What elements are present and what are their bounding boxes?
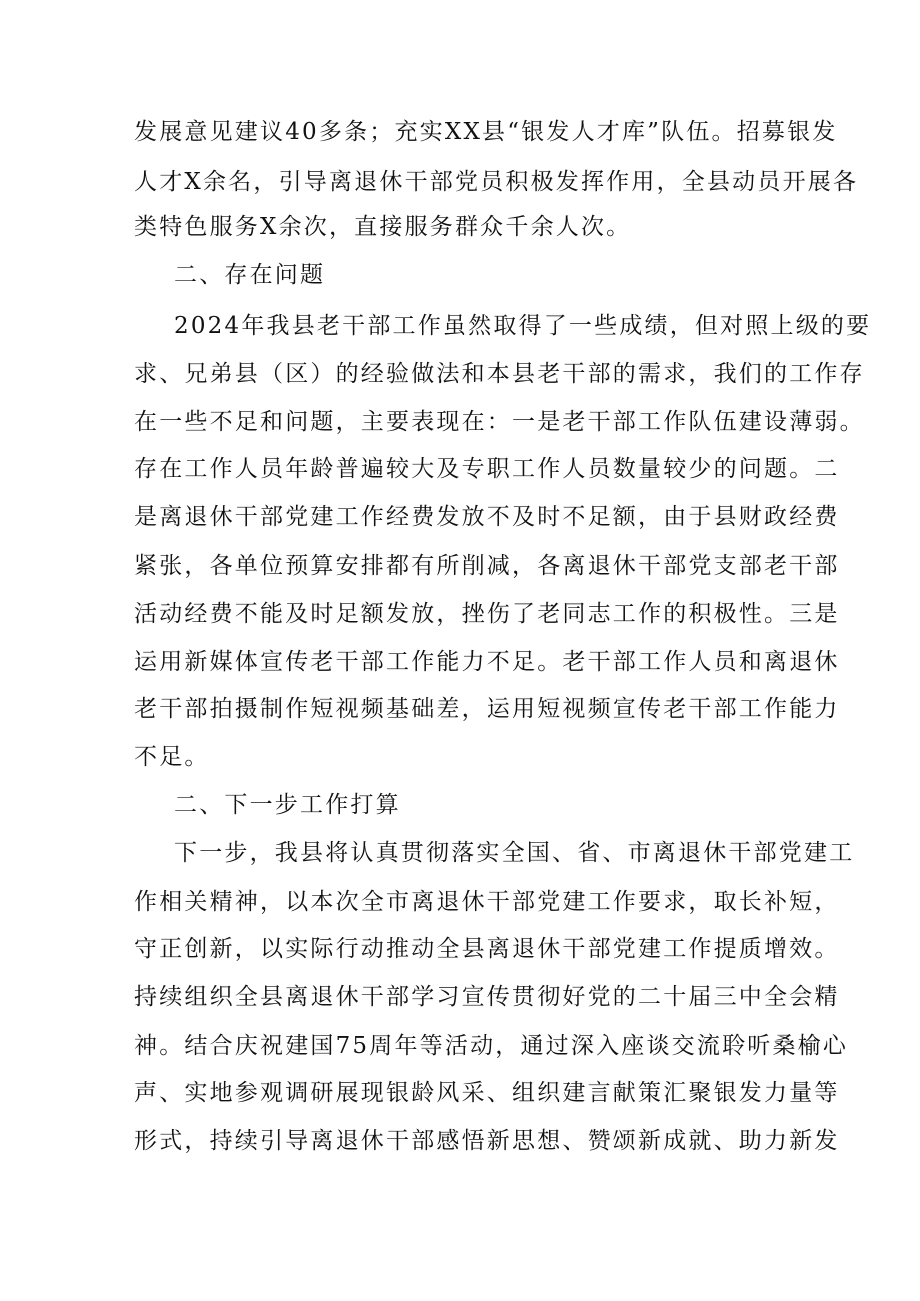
paragraph-line: 发展意见建议40多条；充实XX县“银发人才库”队伍。招募银发 — [134, 119, 838, 145]
paragraph-line: 下一步，我县将认真贯彻落实全国、省、市离退休干部党建工 — [174, 840, 855, 866]
paragraph-line: 神。结合庆祝建国75周年等活动，通过深入座谈交流聆听桑榆心 — [134, 1033, 849, 1059]
section-heading: 二、存在问题 — [174, 262, 326, 288]
paragraph-line: 求、兄弟县（区）的经验做法和本县老干部的需求，我们的工作存 — [134, 361, 865, 387]
paragraph-line: 运用新媒体宣传老干部工作能力不足。老干部工作人员和离退休 — [134, 649, 840, 675]
paragraph-line: 活动经费不能及时足额发放，挫伤了老同志工作的积极性。三是 — [134, 601, 840, 627]
paragraph-line: 声、实地参观调研展现银龄风采、组织建言献策汇聚银发力量等 — [134, 1080, 840, 1106]
paragraph-line: 形式，持续引导离退休干部感悟新思想、赞颂新成就、助力新发 — [134, 1128, 840, 1154]
paragraph-line: 在一些不足和问题，主要表现在：一是老干部工作队伍建设薄弱。 — [134, 409, 865, 435]
paragraph-line: 类特色服务X余次，直接服务群众千余人次。 — [134, 214, 632, 240]
paragraph-line: 老干部拍摄制作短视频基础差，运用短视频宣传老干部工作能力 — [134, 696, 840, 722]
paragraph-line: 作相关精神，以本次全市离退休干部党建工作要求，取长补短， — [134, 889, 840, 915]
paragraph-line: 紧张，各单位预算安排都有所削减，各离退休干部党支部老干部 — [134, 553, 840, 579]
paragraph-line: 不足。 — [134, 744, 210, 770]
paragraph-line: 人才X余名，引导离退休干部党员积极发挥作用，全县动员开展各 — [134, 169, 859, 195]
paragraph-line: 持续组织全县离退休干部学习宣传贯彻好党的二十届三中全会精 — [134, 984, 840, 1010]
paragraph-line: 守正创新，以实际行动推动全县离退休干部党建工作提质增效。 — [134, 936, 840, 962]
section-heading: 二、下一步工作打算 — [174, 792, 401, 818]
paragraph-line: 是离退休干部党建工作经费发放不及时不足额，由于县财政经费 — [134, 504, 840, 530]
paragraph-line: 存在工作人员年龄普遍较大及专职工作人员数量较少的问题。二 — [134, 456, 840, 482]
paragraph-line: 2024年我县老干部工作虽然取得了一些成绩，但对照上级的要 — [174, 313, 872, 339]
